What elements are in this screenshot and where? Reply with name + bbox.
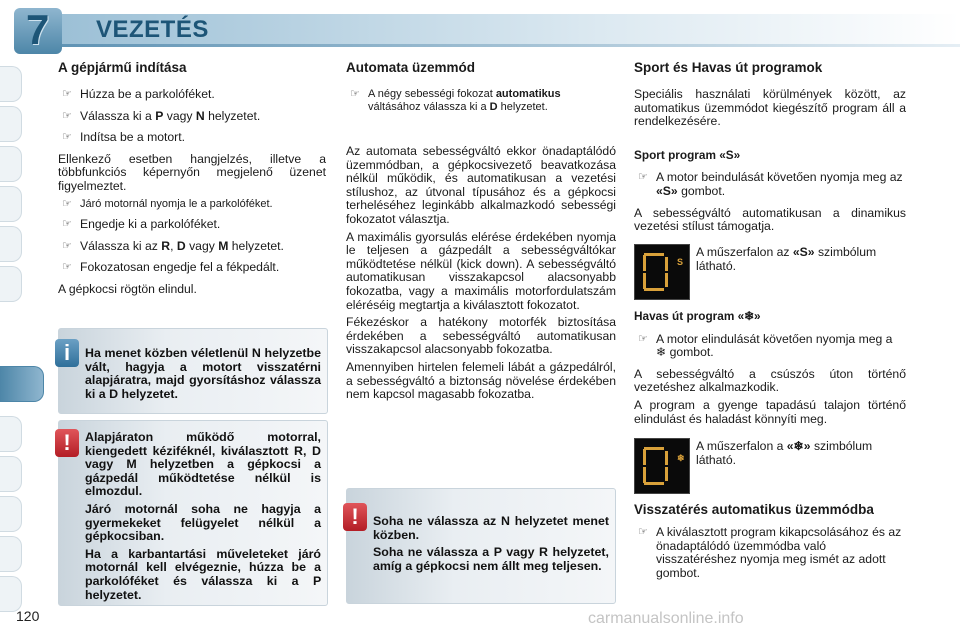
- step-bullet: ☞ Járó motornál nyomja le a parkolóféket.: [62, 197, 273, 210]
- hand-pointer-icon: ☞: [62, 239, 72, 252]
- paragraph: A sebességváltó a csúszós úton történő vezetéshez alkalmazkodik.: [634, 366, 906, 395]
- hand-pointer-icon: ☞: [62, 197, 72, 210]
- column-automatic-mode: [346, 60, 616, 402]
- info-box: [58, 328, 328, 414]
- column-sport-snow-programs: [634, 60, 906, 234]
- step-bullet: ☞ Válassza ki az R, D vagy M helyzetet.: [62, 238, 284, 253]
- warning-box: [58, 420, 328, 606]
- step-bullet: ☞ A négy sebességi fokozat automatikus váltásához válassza ki a D helyzetet.: [350, 88, 561, 113]
- info-icon: i: [55, 339, 79, 367]
- paragraph: Ellenkező esetben hangjelzés, illetve a többfunkciós képernyőn megjelenő üzenet figyelmeztet.: [58, 151, 326, 193]
- step-bullet: ☞ Válassza ki a P vagy N helyzetet.: [62, 108, 261, 123]
- edge-tab-active-chapter[interactable]: [0, 366, 44, 402]
- edge-tab-12[interactable]: [0, 576, 22, 612]
- edge-tab-10[interactable]: [0, 496, 22, 532]
- hand-pointer-icon: ☞: [62, 109, 72, 122]
- page-title: VEZETÉS: [96, 16, 209, 43]
- step-bullet: ☞ Indítsa be a motort.: [62, 130, 186, 145]
- segment-digit-d-icon: [641, 445, 673, 487]
- edge-tab-3[interactable]: [0, 146, 22, 182]
- paragraph: A maximális gyorsulás elérése érdekében nyomja le teljesen a gázpedált a sebességváltókar működtetése nélkül (kick down). A sebességváltó automatikusan visszakapcsol alacsonyabb fokozatba, vagy a maximális motorfordulatszám eléréséig megtartja a kiválasztott fokozatot.: [346, 229, 616, 312]
- hand-pointer-icon: ☞: [62, 218, 72, 231]
- header-divider: [60, 44, 960, 47]
- hand-pointer-icon: ☞: [638, 171, 648, 184]
- step-bullet: ☞ A motor beindulását követően nyomja meg az «S» gombot.: [638, 170, 903, 198]
- column-starting-vehicle: [58, 60, 326, 296]
- snowflake-icon: ❄: [677, 453, 685, 463]
- edge-tab-1[interactable]: [0, 66, 22, 102]
- page-number: 120: [16, 608, 40, 624]
- edge-tab-8[interactable]: [0, 416, 22, 452]
- edge-tab-5[interactable]: [0, 226, 22, 262]
- warning-box-text: Alapjáraton működő motorral, kiengedett kéziféknél, kiválasztott R, D vagy M helyzetben a gépkocsi a gázpedál működtetése nélkül is elmozdul. Járó motornál soha ne hagyja a gyermekeket felügyelet nélkül a gépkocsiban. Ha a karbantartási műveleteket járó motornál kell elvégeznie, húzza be a parkolóféket és válassza ki a P helyzetet.: [85, 430, 321, 602]
- hand-pointer-icon: ☞: [62, 131, 72, 144]
- paragraph: Amennyiben hirtelen felemeli lábát a gázpedálról, a sebességváltó a biztonság növelése érdekében nem kapcsol magasabb fokozatba.: [346, 359, 616, 402]
- info-box-text: Ha menet közben véletlenül N helyzetbe vált, hagyja a motort visszatérni alapjáratra, majd gyorsításhoz válassza ki a D helyzetet.: [85, 346, 321, 401]
- paragraph: A sebességváltó automatikusan a dinamikus vezetési stílust támogatja.: [634, 205, 906, 234]
- paragraph: A gépkocsi rögtön elindul.: [58, 281, 197, 296]
- dashboard-display-sport: [634, 244, 690, 300]
- watermark: carmanualsonline.info: [588, 610, 744, 627]
- step-bullet: ☞ Engedje ki a parkolóféket.: [62, 217, 221, 232]
- section-heading-return: Visszatérés automatikus üzemmódba: [634, 502, 874, 517]
- section-heading-starting: A gépjármű indítása: [58, 60, 187, 75]
- paragraph: Speciális használati körülmények között, az automatikus üzemmódot kiegészítő program áll a rendelkezésére.: [634, 87, 906, 129]
- edge-tab-6[interactable]: [0, 266, 22, 302]
- sport-symbol: S: [677, 257, 684, 267]
- hand-pointer-icon: ☞: [62, 261, 72, 274]
- snow-program-section: [634, 310, 906, 426]
- return-automatic-section: [634, 502, 906, 588]
- paragraph: A program a gyenge tapadású talajon történő elindulást és haladást könnyíti meg.: [634, 397, 906, 426]
- step-bullet: ☞ Húzza be a parkolóféket.: [62, 87, 215, 101]
- sport-display-caption: A műszerfalon az «S» szimbólum látható.: [696, 245, 877, 273]
- hand-pointer-icon: ☞: [638, 526, 648, 538]
- warning-icon: !: [343, 503, 367, 531]
- hand-pointer-icon: ☞: [62, 88, 72, 100]
- warning-box-2: [346, 488, 616, 604]
- paragraph: Az automata sebességváltó ekkor önadaptálódó üzemmódban, a gépkocsivezető beavatkozása nélkül működik, és automatikusan a vezetési stílushoz, az útvonal típusához és a gépkocsi terheléséhez leginkább alkalmazkodó sebességi fokozatot választja.: [346, 144, 616, 226]
- step-bullet: ☞ Fokozatosan engedje fel a fékpedált.: [62, 260, 280, 275]
- step-bullet: ☞ A kiválasztott program kikapcsolásához és az önadaptálódó üzemmódba való visszatéréshez nyomja meg ismét az adott gombot.: [638, 525, 902, 580]
- warning-icon: !: [55, 429, 79, 457]
- subheading-snow: Havas út program «❄»: [634, 309, 761, 323]
- paragraph: Fékezéskor a hatékony motorfék biztosítása érdekében a sebességváltó automatikusan visszakapcsol alacsonyabb fokozatba.: [346, 315, 616, 357]
- section-heading-programs: Sport és Havas út programok: [634, 60, 823, 75]
- subheading-sport: Sport program «S»: [634, 147, 741, 162]
- step-bullet: ☞ A motor elindulását követően nyomja meg a ❄ gombot.: [638, 331, 893, 360]
- hand-pointer-icon: ☞: [350, 88, 360, 100]
- edge-tab-2[interactable]: [0, 106, 22, 142]
- edge-tab-11[interactable]: [0, 536, 22, 572]
- chapter-number: 7: [26, 6, 50, 53]
- section-heading-automatic: Automata üzemmód: [346, 60, 476, 75]
- warning-box-2-text: Soha ne válassza az N helyzetet menet közben. Soha ne válassza a P vagy R helyzetet, amíg a gépkocsi nem állt meg teljesen.: [373, 514, 610, 573]
- edge-tab-4[interactable]: [0, 186, 22, 222]
- snow-display-caption: A műszerfalon a «❄» szimbólum látható.: [696, 439, 873, 467]
- hand-pointer-icon: ☞: [638, 332, 648, 345]
- segment-digit-d-icon: [641, 251, 673, 293]
- edge-tab-9[interactable]: [0, 456, 22, 492]
- dashboard-display-snow: [634, 438, 690, 494]
